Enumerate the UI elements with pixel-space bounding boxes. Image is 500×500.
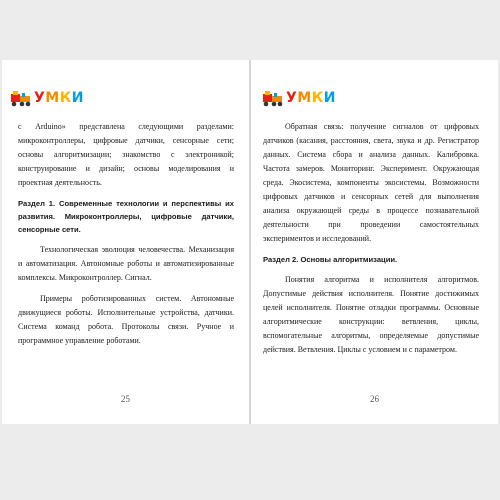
paragraph: Обратная связь: получение сигналов от цифровых датчиков (касания, расстояния, света, звука и др. Регистратор данных. Система сбора и анализа данных. Калибровка. Частота замеров. Мониторинг. Эксперимент. Окружающая среда. Экосистема, компоненты экосистемы. Возможности цифровых датчиков и сенсорных сетей для выполнения анализа окружающей среды в процессе познавательной деятельности при проведении самостоятельных экспериментов и исследований.	[263, 122, 479, 243]
logo	[262, 88, 336, 108]
paragraph: Понятия алгоритма и исполнителя алгоритмов. Допустимые действия исполнителя. Понятие достижимых целей исполнителя. Понятие отладки программы. Основные алгоритмические конструкции: ветвления, циклы, вспомогательные алгоритмы, определяемые допустимые действия. Ветвления. Циклы с условием и с параметром.	[263, 275, 479, 354]
logo	[10, 88, 84, 108]
page-number: 25	[121, 394, 130, 404]
paragraph: Примеры роботизированных систем. Автономные движущиеся роботы. Исполнительные устройства, датчики. Система команд робота. Протоколы связи. Ручное и программное управление роботами.	[18, 294, 234, 345]
section-heading: Раздел 1. Современные технологии и перспективы их развития. Микроконтроллеры, цифровые датчики, сенсорные сети.	[18, 199, 234, 234]
left-page	[2, 60, 249, 424]
book-spread	[2, 60, 498, 424]
left-page-content	[18, 120, 234, 348]
paragraph: с Arduino» представлена следующими разделами: микроконтроллеры, цифровые датчики, сенсорные сети; основы алгоритмизации; знакомство с электроникой; конструирование и дизайн; основы моделирования и проектная деятельность.	[18, 122, 234, 187]
train-logo-icon	[262, 89, 284, 107]
section-heading: Раздел 2. Основы алгоритмизации.	[263, 255, 398, 264]
paragraph: Технологическая эволюция человечества. Механизация и автоматизация. Автономные роботы и автоматизированные комплексы. Микроконтроллер. Сигнал.	[18, 245, 234, 282]
train-logo-icon	[10, 89, 32, 107]
right-page	[251, 60, 498, 424]
logo-text: УМКИ	[286, 90, 336, 106]
page-number: 26	[370, 394, 379, 404]
right-page-content	[263, 120, 479, 357]
logo-text: УМКИ	[34, 90, 84, 106]
